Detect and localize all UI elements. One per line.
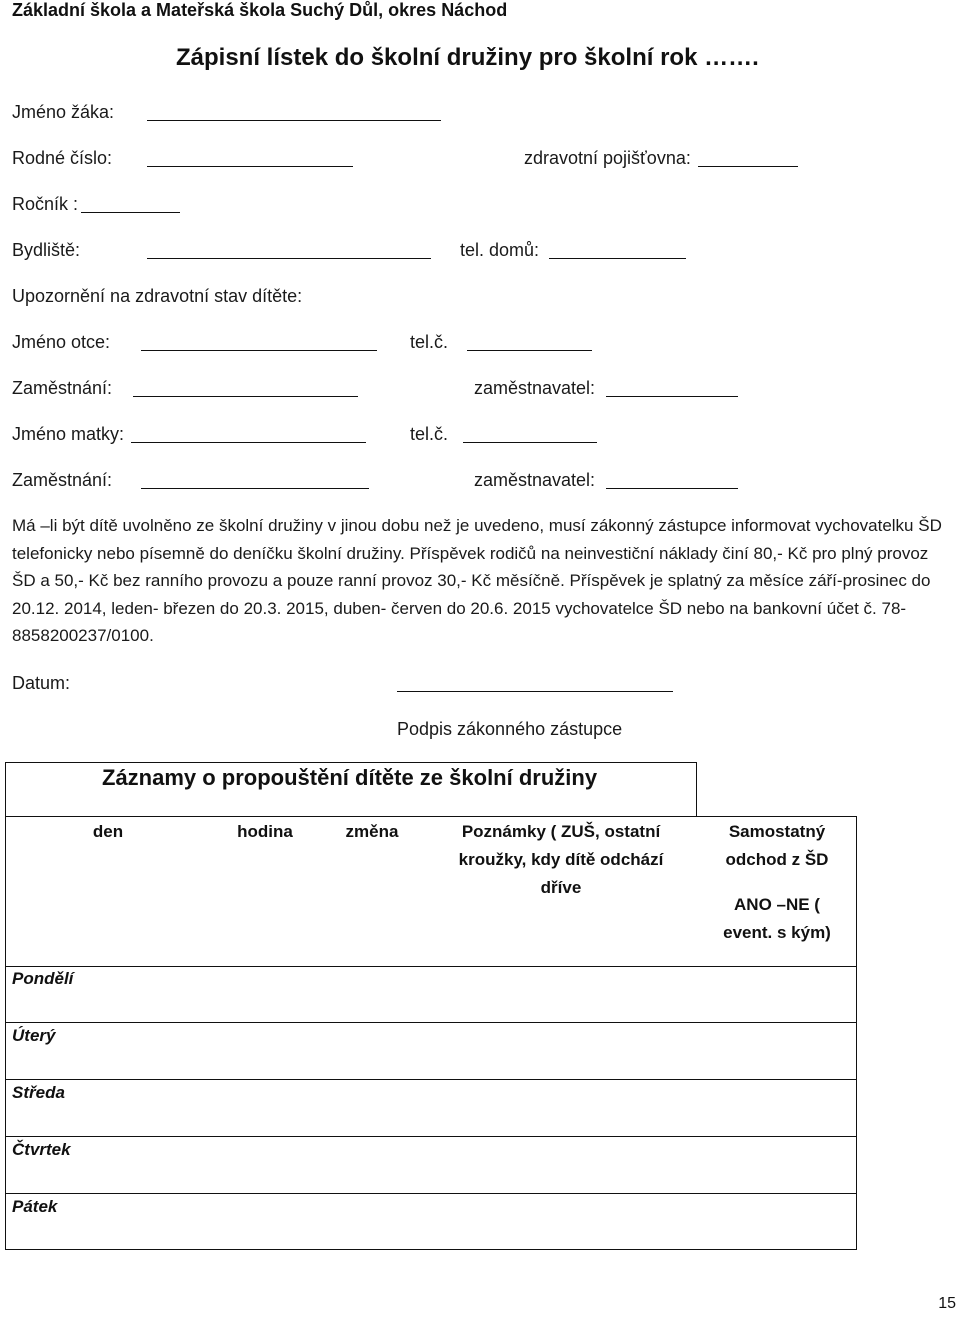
col-header-samostatny-1: Samostatný [728,822,826,841]
table-title: Záznamy o propouštění dítěte ze školní družiny [102,765,598,790]
student-name-field[interactable] [147,120,441,121]
day-row-monday: Pondělí [12,969,74,988]
col-header-den: den [92,822,124,841]
day-row-friday: Pátek [12,1197,58,1216]
birth-number-field[interactable] [147,166,353,167]
date-label: Datum: [12,673,71,693]
mother-employer-field[interactable] [606,488,738,489]
father-phone-label: tel.č. [410,332,449,352]
grade-label: Ročník : [12,194,79,214]
col-header-poznamky-1: Poznámky ( ZUŠ, ostatní [461,822,661,841]
student-name-label: Jméno žáka: [12,102,115,122]
father-job-field[interactable] [133,396,358,397]
day-row-wednesday: Středa [12,1083,65,1102]
insurance-label: zdravotní pojišťovna: [524,148,691,168]
col-header-poznamky-2: kroužky, kdy dítě odchází [458,850,664,869]
signature-field[interactable] [397,691,673,692]
signature-caption: Podpis zákonného zástupce [397,719,623,739]
day-row-thursday: Čtvrtek [12,1140,71,1159]
father-employer-field[interactable] [606,396,738,397]
table-header-divider [5,966,857,967]
col-header-samostatny-2: odchod z ŠD [725,850,829,869]
col-header-poznamky-3: dříve [540,878,582,897]
page-number: 15 [938,1295,956,1312]
row-divider [5,1136,857,1137]
mother-phone-label: tel.č. [410,424,449,444]
home-phone-label: tel. domů: [460,240,540,260]
father-employer-label: zaměstnavatel: [474,378,596,398]
row-divider [5,1193,857,1194]
col-header-samostatny-4: event. s kým) [723,923,831,942]
row-divider [5,1022,857,1023]
day-row-tuesday: Úterý [12,1026,56,1045]
father-phone-field[interactable] [467,350,592,351]
grade-field[interactable] [81,212,180,213]
mother-employer-label: zaměstnavatel: [474,470,596,490]
address-label: Bydliště: [12,240,81,260]
col-header-zmena: změna [345,822,399,841]
mother-name-label: Jméno matky: [12,424,125,444]
mother-job-field[interactable] [141,488,369,489]
row-divider [5,1079,857,1080]
mother-phone-field[interactable] [463,442,597,443]
col-header-hodina: hodina [237,822,293,841]
birth-number-label: Rodné číslo: [12,148,113,168]
form-title: Zápisní lístek do školní družiny pro školní rok ……. [176,44,759,71]
father-job-label: Zaměstnání: [12,378,113,398]
school-name: Základní škola a Mateřská škola Suchý Důl, okres Náchod [12,0,508,20]
address-field[interactable] [147,258,431,259]
home-phone-field[interactable] [549,258,686,259]
info-paragraph: Má –li být dítě uvolněno ze školní družiny v jinou dobu než je uvedeno, musí zákonný zástupce informovat vychovatelku ŠD telefonicky nebo písemně do deníčku školní družiny. Příspěvek rodičů na neinvestiční náklady činí 80,- Kč pro plný provoz ŠD a 50,- Kč bez ranního provozu a pouze ranní provoz 30,- Kč měsíčně. Příspěvek je splatný za měsíce září-prosinec do 20.12. 2014, leden- březen do 20.3. 2015, duben- červen do 20.6. 2015 vychovatelce ŠD nebo na bankovní účet č. 78-8858200237/0100. [12,516,942,645]
mother-name-field[interactable] [131,442,366,443]
father-name-field[interactable] [141,350,377,351]
father-name-label: Jméno otce: [12,332,111,352]
health-note-label: Upozornění na zdravotní stav dítěte: [12,286,303,306]
insurance-field[interactable] [698,166,798,167]
col-header-samostatny-3: ANO –NE ( [734,895,820,914]
release-table [5,816,857,1250]
mother-job-label: Zaměstnání: [12,470,113,490]
